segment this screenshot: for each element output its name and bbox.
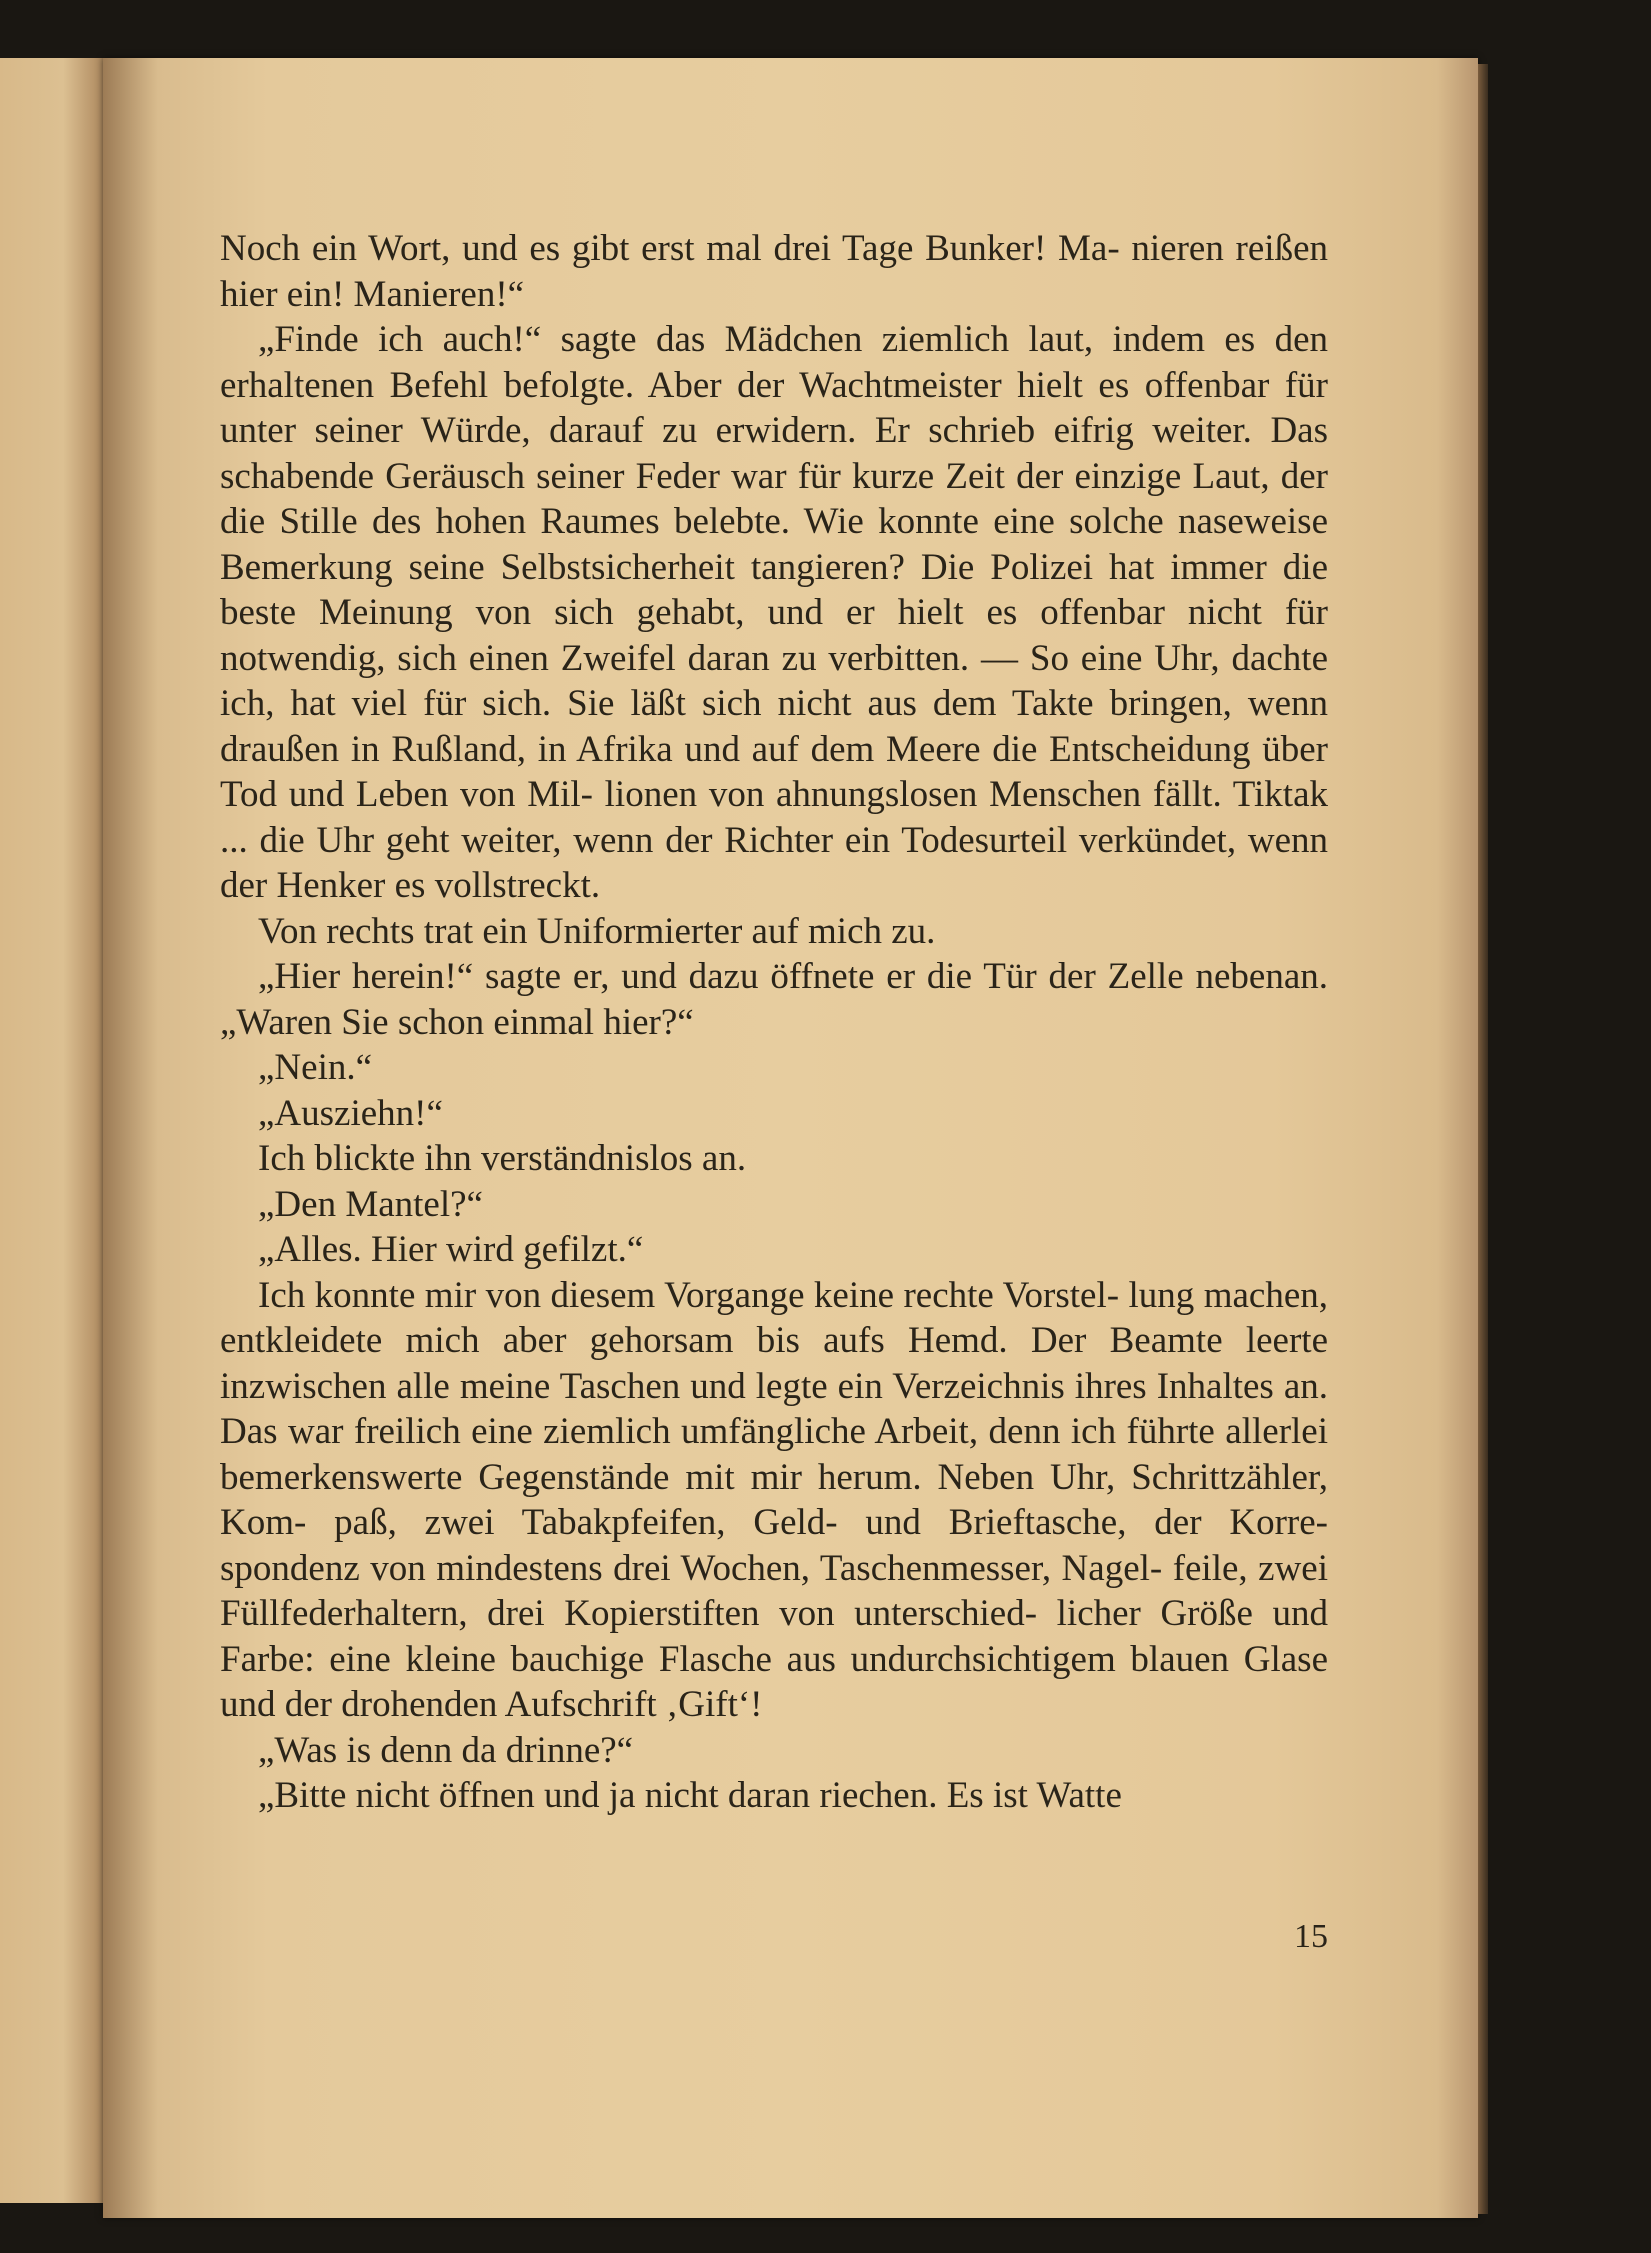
paragraph: „Bitte nicht öffnen und ja nicht daran riechen. Es ist Watte (258, 1775, 1122, 1816)
paragraph: Ich blickte ihn verständnislos an. (258, 1138, 747, 1179)
paragraph: „Was is denn da drinne?“ (258, 1729, 634, 1771)
body-text (220, 226, 1328, 1819)
left-page-edge (0, 58, 115, 2203)
page-right-edge (1478, 64, 1488, 2214)
paragraph: „Finde ich auch!“ sagte das Mädchen ziemlich laut, indem es den erhaltenen Befehl befolgte. Aber der Wachtmeister hielt es offenbar für unter seiner Würde, darauf zu erwidern. Er schrieb eifrig weiter. Das schabende Geräusch seiner Feder war für kurze Zeit der einzige Laut, der die Stille des hohen Raumes belebte. Wie konnte eine solche naseweise Bemerkung seine Selbstsicherheit tangieren? Die Polizei hat immer die beste Meinung von sich gehabt, und er hielt es offenbar nicht für notwendig, sich einen Zweifel daran zu verbitten. — So eine Uhr, dachte ich, hat viel für sich. Sie läßt sich nicht aus dem Takte bringen, wenn draußen in Rußland, in Afrika und auf dem Meere die Entscheidung über Tod und Leben von Mil- lionen von ahnungslosen Menschen fällt. Tiktak ... die Uhr geht weiter, wenn der Richter ein Todesurteil verkündet, wenn der Henker es vollstreckt. (220, 319, 1328, 906)
paragraph: „Den Mantel?“ (258, 1183, 483, 1225)
paragraph: „Ausziehn!“ (258, 1092, 443, 1134)
book-page (103, 58, 1478, 2218)
paragraph: Ich konnte mir von diesem Vorgange keine rechte Vorstel- lung machen, entkleidete mich aber gehorsam bis aufs Hemd. Der Beamte leerte inzwischen alle meine Taschen und legte ein Verzeichnis ihres Inhaltes an. Das war freilich eine ziemlich umfängliche Arbeit, denn ich führte allerlei bemerkenswerte Gegenstände mit mir herum. Neben Uhr, Schrittzähler, Kom- paß, zwei Tabakpfeifen, Geld- und Brieftasche, der Korre- spondenz von mindestens drei Wochen, Taschenmesser, Nagel- feile, zwei Füllfederhaltern, drei Kopierstiften von unterschied- licher Größe und Farbe: eine kleine bauchige Flasche aus undurchsichtigem blauen Glase und der drohenden Aufschrift ‚Gift‘! (220, 1274, 1328, 1725)
paragraph: „Hier herein!“ sagte er, und dazu öffnete er die Tür der Zelle nebenan. „Waren Sie schon einmal hier?“ (220, 956, 1328, 1043)
paragraph: „Alles. Hier wird gefilzt.“ (258, 1229, 644, 1270)
paragraph: „Nein.“ (258, 1047, 373, 1088)
paragraph: Von rechts trat ein Uniformierter auf mich zu. (258, 910, 936, 952)
paragraph: Noch ein Wort, und es gibt erst mal drei Tage Bunker! Ma- nieren reißen hier ein! Manieren!“ (220, 228, 1328, 315)
page-number: 15 (1294, 1918, 1328, 1955)
